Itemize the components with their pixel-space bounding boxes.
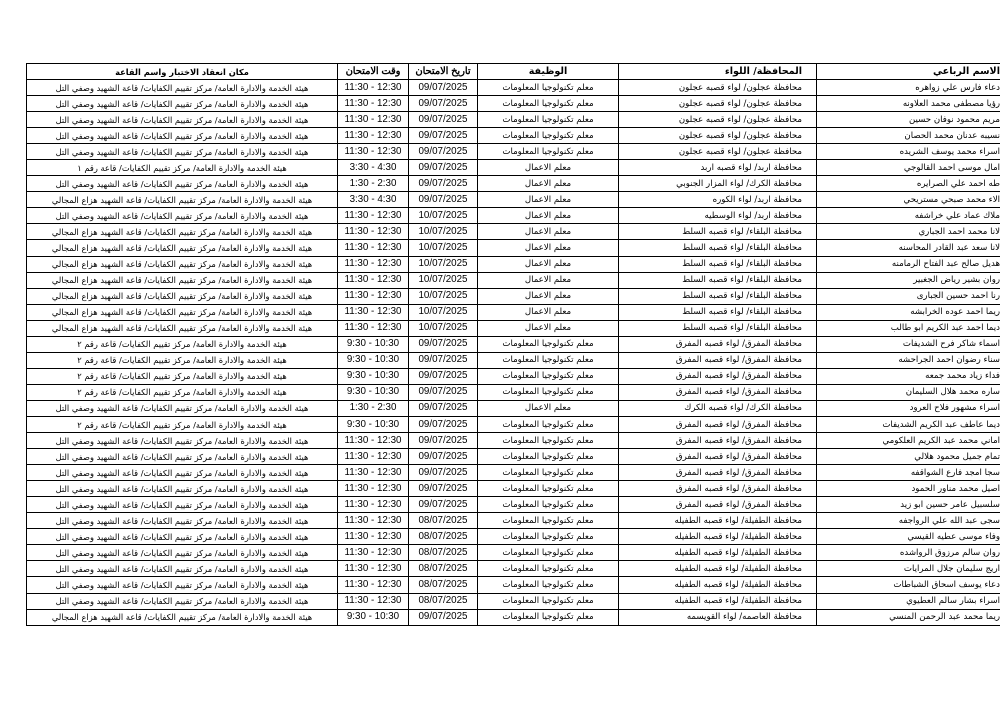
cell-name: طه احمد علي الصرايره [817,176,1000,192]
cell-name: مريم محمود نوفان حسين [817,112,1000,128]
cell-name: ساره محمد هلال السليمان [817,384,1000,400]
table-row [27,176,1000,192]
cell-location: هيئة الخدمة والادارة العامة/ مركز تقييم الكفايات/ قاعة الشهيد وصفي التل [27,128,338,144]
cell-time: 3:30 - 4:30 [338,160,409,176]
cell-location: هيئة الخدمة والادارة العامة/ مركز تقييم الكفايات/ قاعة الشهيد هزاع المجالي [27,304,338,320]
cell-governorate: محافظة البلقاء/ لواء قصبه السلط [619,240,817,256]
cell-time: 11:30 - 12:30 [338,288,409,304]
table-row [27,529,1000,545]
cell-job: معلم تكنولوجيا المعلومات [478,481,619,497]
cell-time: 11:30 - 12:30 [338,304,409,320]
cell-job: معلم الاعمال [478,240,619,256]
cell-location: هيئة الخدمة والادارة العامة/ مركز تقييم الكفايات/ قاعة رقم ١ [27,160,338,176]
cell-time: 1:30 - 2:30 [338,176,409,192]
cell-date: 09/07/2025 [409,96,478,112]
cell-date: 08/07/2025 [409,561,478,577]
cell-location: هيئة الخدمة والادارة العامة/ مركز تقييم الكفايات/ قاعة الشهيد وصفي التل [27,529,338,545]
cell-job: معلم الاعمال [478,192,619,208]
cell-time: 11:30 - 12:30 [338,144,409,160]
cell-governorate: محافظة المفرق/ لواء قصبه المفرق [619,336,817,352]
cell-governorate: محافظة اربد/ لواء الكوره [619,192,817,208]
cell-name: سجا امجد فارع الشواقفه [817,465,1000,481]
cell-governorate: محافظة الطفيلة/ لواء قصبه الطفيله [619,513,817,529]
cell-governorate: محافظة العاصمه/ لواء القويسمه [619,609,817,625]
cell-time: 11:30 - 12:30 [338,593,409,609]
cell-governorate: محافظة المفرق/ لواء قصبه المفرق [619,497,817,513]
cell-name: ديما احمد عبد الكريم ابو طالب [817,320,1000,336]
cell-governorate: محافظة الكرك/ لواء قصبه الكرك [619,400,817,416]
cell-governorate: محافظة عجلون/ لواء قصبه عجلون [619,128,817,144]
cell-location: هيئة الخدمة والادارة العامة/ مركز تقييم الكفايات/ قاعة الشهيد هزاع المجالي [27,240,338,256]
cell-job: معلم تكنولوجيا المعلومات [478,577,619,593]
table-row [27,545,1000,561]
table-row [27,288,1000,304]
cell-location: هيئة الخدمة والادارة العامة/ مركز تقييم الكفايات/ قاعة الشهيد وصفي التل [27,449,338,465]
cell-location: هيئة الخدمة والادارة العامة/ مركز تقييم الكفايات/ قاعة الشهيد وصفي التل [27,577,338,593]
cell-governorate: محافظة البلقاء/ لواء قصبه السلط [619,320,817,336]
cell-date: 09/07/2025 [409,481,478,497]
cell-name: رنا احمد حسين الجبارى [817,288,1000,304]
cell-name: روان سالم مرزوق الرواشده [817,545,1000,561]
cell-job: معلم تكنولوجيا المعلومات [478,368,619,384]
cell-time: 11:30 - 12:30 [338,497,409,513]
cell-time: 11:30 - 12:30 [338,561,409,577]
cell-location: هيئة الخدمة والادارة العامة/ مركز تقييم الكفايات/ قاعة الشهيد وصفي التل [27,400,338,416]
table-row [27,336,1000,352]
cell-location: هيئة الخدمة والادارة العامة/ مركز تقييم الكفايات/ قاعة رقم ٢ [27,384,338,400]
cell-time: 9:30 - 10:30 [338,384,409,400]
table-row [27,400,1000,416]
cell-date: 09/07/2025 [409,160,478,176]
cell-job: معلم الاعمال [478,176,619,192]
cell-date: 10/07/2025 [409,320,478,336]
cell-name: وفاء موسى عطيه القيسي [817,529,1000,545]
table-row [27,160,1000,176]
cell-job: معلم الاعمال [478,224,619,240]
table-row [27,192,1000,208]
cell-location: هيئة الخدمة والادارة العامة/ مركز تقييم الكفايات/ قاعة الشهيد وصفي التل [27,144,338,160]
cell-location: هيئة الخدمة والادارة العامة/ مركز تقييم الكفايات/ قاعة الشهيد هزاع المجالي [27,256,338,272]
table-row [27,272,1000,288]
cell-location: هيئة الخدمة والادارة العامة/ مركز تقييم الكفايات/ قاعة الشهيد هزاع المجالي [27,288,338,304]
cell-name: سلسبيل عامر حسين ابو زيد [817,497,1000,513]
cell-location: هيئة الخدمة والادارة العامة/ مركز تقييم الكفايات/ قاعة الشهيد هزاع المجالي [27,320,338,336]
exam-schedule-sheet [26,63,1000,626]
cell-name: اماني محمد عبد الكريم العلكومي [817,433,1000,449]
cell-job: معلم تكنولوجيا المعلومات [478,465,619,481]
table-row [27,96,1000,112]
cell-time: 11:30 - 12:30 [338,128,409,144]
table-row [27,128,1000,144]
cell-date: 09/07/2025 [409,609,478,625]
cell-location: هيئة الخدمة والادارة العامة/ مركز تقييم الكفايات/ قاعة الشهيد وصفي التل [27,208,338,224]
cell-date: 08/07/2025 [409,529,478,545]
cell-location: هيئة الخدمة والادارة العامة/ مركز تقييم الكفايات/ قاعة الشهيد هزاع المجالي [27,272,338,288]
table-row [27,112,1000,128]
cell-location: هيئة الخدمة والادارة العامة/ مركز تقييم الكفايات/ قاعة الشهيد وصفي التل [27,481,338,497]
cell-location: هيئة الخدمة والادارة العامة/ مركز تقييم الكفايات/ قاعة الشهيد وصفي التل [27,513,338,529]
cell-name: اريج سليمان جلال المرايات [817,561,1000,577]
cell-job: معلم الاعمال [478,208,619,224]
cell-location: هيئة الخدمة والادارة العامة/ مركز تقييم الكفايات/ قاعة الشهيد وصفي التل [27,593,338,609]
cell-time: 11:30 - 12:30 [338,577,409,593]
table-row [27,240,1000,256]
cell-time: 11:30 - 12:30 [338,529,409,545]
cell-job: معلم تكنولوجيا المعلومات [478,336,619,352]
table-row [27,224,1000,240]
cell-name: سناء رضوان احمد الجراحشه [817,352,1000,368]
cell-time: 3:30 - 4:30 [338,192,409,208]
cell-governorate: محافظة الطفيلة/ لواء قصبه الطفيله [619,577,817,593]
cell-job: معلم تكنولوجيا المعلومات [478,609,619,625]
cell-date: 09/07/2025 [409,497,478,513]
cell-name: لانا سعد عبد القادر المحاسنه [817,240,1000,256]
cell-governorate: محافظة المفرق/ لواء قصبه المفرق [619,416,817,432]
cell-governorate: محافظة الطفيلة/ لواء قصبه الطفيله [619,529,817,545]
header-job: الوظيفة [478,64,619,80]
cell-location: هيئة الخدمة والادارة العامة/ مركز تقييم الكفايات/ قاعة رقم ٢ [27,368,338,384]
cell-location: هيئة الخدمة والادارة العامة/ مركز تقييم الكفايات/ قاعة الشهيد وصفي التل [27,112,338,128]
cell-location: هيئة الخدمة والادارة العامة/ مركز تقييم الكفايات/ قاعة الشهيد هزاع المجالي [27,609,338,625]
table-body [27,80,1000,626]
exam-schedule-table [26,63,1000,626]
cell-time: 11:30 - 12:30 [338,320,409,336]
cell-name: دعاء فارس علي زواهره [817,80,1000,96]
table-row [27,593,1000,609]
cell-date: 09/07/2025 [409,400,478,416]
table-row [27,304,1000,320]
cell-job: معلم الاعمال [478,320,619,336]
cell-name: ملاك عماد علي خراشفه [817,208,1000,224]
cell-governorate: محافظة عجلون/ لواء قصبه عجلون [619,112,817,128]
cell-job: معلم تكنولوجيا المعلومات [478,416,619,432]
table-row [27,320,1000,336]
cell-date: 08/07/2025 [409,513,478,529]
cell-name: دعاء يوسف اسحاق الشباطات [817,577,1000,593]
cell-time: 1:30 - 2:30 [338,400,409,416]
header-date: تاريخ الامتحان [409,64,478,80]
table-row [27,80,1000,96]
cell-date: 09/07/2025 [409,416,478,432]
cell-job: معلم الاعمال [478,288,619,304]
cell-name: ريما محمد عبد الرحمن المنسي [817,609,1000,625]
cell-job: معلم تكنولوجيا المعلومات [478,352,619,368]
cell-job: معلم تكنولوجيا المعلومات [478,497,619,513]
cell-time: 11:30 - 12:30 [338,272,409,288]
table-row [27,481,1000,497]
cell-governorate: محافظة البلقاء/ لواء قصبه السلط [619,256,817,272]
cell-time: 11:30 - 12:30 [338,240,409,256]
cell-name: اسماء شاكر فرح الشديفات [817,336,1000,352]
cell-job: معلم تكنولوجيا المعلومات [478,433,619,449]
cell-date: 10/07/2025 [409,288,478,304]
cell-governorate: محافظة الطفيلة/ لواء قصبه الطفيله [619,561,817,577]
cell-date: 08/07/2025 [409,545,478,561]
cell-job: معلم تكنولوجيا المعلومات [478,128,619,144]
cell-time: 11:30 - 12:30 [338,465,409,481]
cell-name: رؤيا مصطفى محمد العلاونه [817,96,1000,112]
cell-date: 09/07/2025 [409,176,478,192]
cell-job: معلم تكنولوجيا المعلومات [478,529,619,545]
cell-time: 11:30 - 12:30 [338,545,409,561]
cell-time: 9:30 - 10:30 [338,609,409,625]
cell-governorate: محافظة عجلون/ لواء قصبه عجلون [619,96,817,112]
table-row [27,449,1000,465]
cell-job: معلم الاعمال [478,400,619,416]
cell-time: 11:30 - 12:30 [338,433,409,449]
cell-date: 10/07/2025 [409,256,478,272]
cell-governorate: محافظة المفرق/ لواء قصبه المفرق [619,368,817,384]
cell-date: 09/07/2025 [409,128,478,144]
cell-date: 10/07/2025 [409,272,478,288]
cell-name: امال موسى احمد القالوجي [817,160,1000,176]
header-time: وقت الامتحان [338,64,409,80]
cell-governorate: محافظة اربد/ لواء قصبه اربد [619,160,817,176]
cell-date: 09/07/2025 [409,352,478,368]
cell-job: معلم تكنولوجيا المعلومات [478,545,619,561]
cell-time: 11:30 - 12:30 [338,481,409,497]
cell-date: 09/07/2025 [409,112,478,128]
cell-date: 10/07/2025 [409,208,478,224]
cell-name: هديل صالح عبد الفتاح الرمامنه [817,256,1000,272]
cell-governorate: محافظة المفرق/ لواء قصبه المفرق [619,433,817,449]
cell-date: 10/07/2025 [409,224,478,240]
table-row [27,352,1000,368]
table-row [27,577,1000,593]
cell-name: اصيل محمد مناور الحمود [817,481,1000,497]
cell-time: 9:30 - 10:30 [338,352,409,368]
cell-job: معلم تكنولوجيا المعلومات [478,80,619,96]
cell-name: تمام جميل محمود هلالي [817,449,1000,465]
cell-governorate: محافظة البلقاء/ لواء قصبه السلط [619,224,817,240]
cell-time: 11:30 - 12:30 [338,449,409,465]
table-row [27,513,1000,529]
header-location: مكان انعقاد الاختبار واسم القاعة [27,64,338,80]
cell-job: معلم تكنولوجيا المعلومات [478,96,619,112]
table-row [27,208,1000,224]
cell-name: اسراء محمد يوسف الشريده [817,144,1000,160]
cell-location: هيئة الخدمة والادارة العامة/ مركز تقييم الكفايات/ قاعة رقم ٢ [27,336,338,352]
cell-time: 11:30 - 12:30 [338,112,409,128]
cell-governorate: محافظة المفرق/ لواء قصبه المفرق [619,352,817,368]
cell-governorate: محافظة الطفيلة/ لواء قصبه الطفيله [619,593,817,609]
cell-time: 11:30 - 12:30 [338,224,409,240]
cell-governorate: محافظة الطفيلة/ لواء قصبه الطفيله [619,545,817,561]
cell-date: 09/07/2025 [409,144,478,160]
cell-governorate: محافظة المفرق/ لواء قصبه المفرق [619,465,817,481]
cell-date: 08/07/2025 [409,593,478,609]
cell-location: هيئة الخدمة والادارة العامة/ مركز تقييم الكفايات/ قاعة الشهيد وصفي التل [27,176,338,192]
cell-governorate: محافظة عجلون/ لواء قصبه عجلون [619,144,817,160]
cell-job: معلم الاعمال [478,160,619,176]
cell-governorate: محافظة المفرق/ لواء قصبه المفرق [619,384,817,400]
cell-location: هيئة الخدمة والادارة العامة/ مركز تقييم الكفايات/ قاعة الشهيد هزاع المجالي [27,192,338,208]
cell-job: معلم تكنولوجيا المعلومات [478,384,619,400]
cell-location: هيئة الخدمة والادارة العامة/ مركز تقييم الكفايات/ قاعة رقم ٢ [27,416,338,432]
cell-governorate: محافظة المفرق/ لواء قصبه المفرق [619,449,817,465]
cell-time: 11:30 - 12:30 [338,80,409,96]
cell-job: معلم تكنولوجيا المعلومات [478,561,619,577]
cell-governorate: محافظة البلقاء/ لواء قصبه السلط [619,272,817,288]
cell-job: معلم تكنولوجيا المعلومات [478,513,619,529]
cell-name: اسراء بشار سالم العطيوي [817,593,1000,609]
cell-name: روان بشير رياض الجغبير [817,272,1000,288]
cell-location: هيئة الخدمة والادارة العامة/ مركز تقييم الكفايات/ قاعة الشهيد هزاع المجالي [27,224,338,240]
cell-date: 09/07/2025 [409,465,478,481]
cell-job: معلم الاعمال [478,272,619,288]
cell-time: 9:30 - 10:30 [338,416,409,432]
cell-time: 11:30 - 12:30 [338,96,409,112]
cell-date: 09/07/2025 [409,368,478,384]
cell-time: 9:30 - 10:30 [338,368,409,384]
cell-date: 09/07/2025 [409,192,478,208]
cell-name: اسراء مشهور فلاح العرود [817,400,1000,416]
cell-job: معلم تكنولوجيا المعلومات [478,112,619,128]
table-row [27,497,1000,513]
header-name: الاسم الرباعي [817,64,1000,80]
cell-governorate: محافظة الكرك/ لواء المزار الجنوبي [619,176,817,192]
cell-governorate: محافظة اربد/ لواء الوسطيه [619,208,817,224]
cell-location: هيئة الخدمة والادارة العامة/ مركز تقييم الكفايات/ قاعة رقم ٢ [27,352,338,368]
cell-time: 11:30 - 12:30 [338,256,409,272]
cell-date: 09/07/2025 [409,336,478,352]
cell-governorate: محافظة عجلون/ لواء قصبه عجلون [619,80,817,96]
cell-location: هيئة الخدمة والادارة العامة/ مركز تقييم الكفايات/ قاعة الشهيد وصفي التل [27,545,338,561]
cell-governorate: محافظة البلقاء/ لواء قصبه السلط [619,288,817,304]
cell-date: 09/07/2025 [409,80,478,96]
table-row [27,368,1000,384]
table-row [27,256,1000,272]
cell-date: 10/07/2025 [409,240,478,256]
cell-location: هيئة الخدمة والادارة العامة/ مركز تقييم الكفايات/ قاعة الشهيد وصفي التل [27,433,338,449]
table-row [27,144,1000,160]
cell-name: سجى عبد الله علي الرواجفه [817,513,1000,529]
cell-job: معلم تكنولوجيا المعلومات [478,449,619,465]
cell-date: 10/07/2025 [409,304,478,320]
cell-date: 09/07/2025 [409,384,478,400]
table-row [27,416,1000,432]
cell-name: ريما احمد عوده الخرابشه [817,304,1000,320]
cell-date: 09/07/2025 [409,449,478,465]
cell-location: هيئة الخدمة والادارة العامة/ مركز تقييم الكفايات/ قاعة الشهيد وصفي التل [27,561,338,577]
cell-governorate: محافظة البلقاء/ لواء قصبه السلط [619,304,817,320]
cell-date: 09/07/2025 [409,433,478,449]
cell-date: 08/07/2025 [409,577,478,593]
cell-time: 11:30 - 12:30 [338,513,409,529]
cell-name: ديما عاطف عبد الكريم الشديفات [817,416,1000,432]
cell-name: فداء زياد محمد جمعه [817,368,1000,384]
cell-time: 9:30 - 10:30 [338,336,409,352]
cell-location: هيئة الخدمة والادارة العامة/ مركز تقييم الكفايات/ قاعة الشهيد وصفي التل [27,80,338,96]
cell-time: 11:30 - 12:30 [338,208,409,224]
table-row [27,465,1000,481]
cell-name: نسيبه عدنان محمد الحصان [817,128,1000,144]
cell-governorate: محافظة المفرق/ لواء قصبه المفرق [619,481,817,497]
cell-name: الاء محمد صبحي مستريحي [817,192,1000,208]
header-row [27,64,1000,80]
cell-name: لانا محمد احمد الجباري [817,224,1000,240]
cell-job: معلم الاعمال [478,304,619,320]
table-row [27,561,1000,577]
cell-job: معلم الاعمال [478,256,619,272]
cell-job: معلم تكنولوجيا المعلومات [478,144,619,160]
header-governorate: المحافظة/ اللواء [619,64,817,80]
cell-location: هيئة الخدمة والادارة العامة/ مركز تقييم الكفايات/ قاعة الشهيد وصفي التل [27,497,338,513]
table-row [27,384,1000,400]
table-row [27,609,1000,625]
cell-location: هيئة الخدمة والادارة العامة/ مركز تقييم الكفايات/ قاعة الشهيد وصفي التل [27,96,338,112]
cell-location: هيئة الخدمة والادارة العامة/ مركز تقييم الكفايات/ قاعة الشهيد وصفي التل [27,465,338,481]
cell-job: معلم تكنولوجيا المعلومات [478,593,619,609]
table-row [27,433,1000,449]
